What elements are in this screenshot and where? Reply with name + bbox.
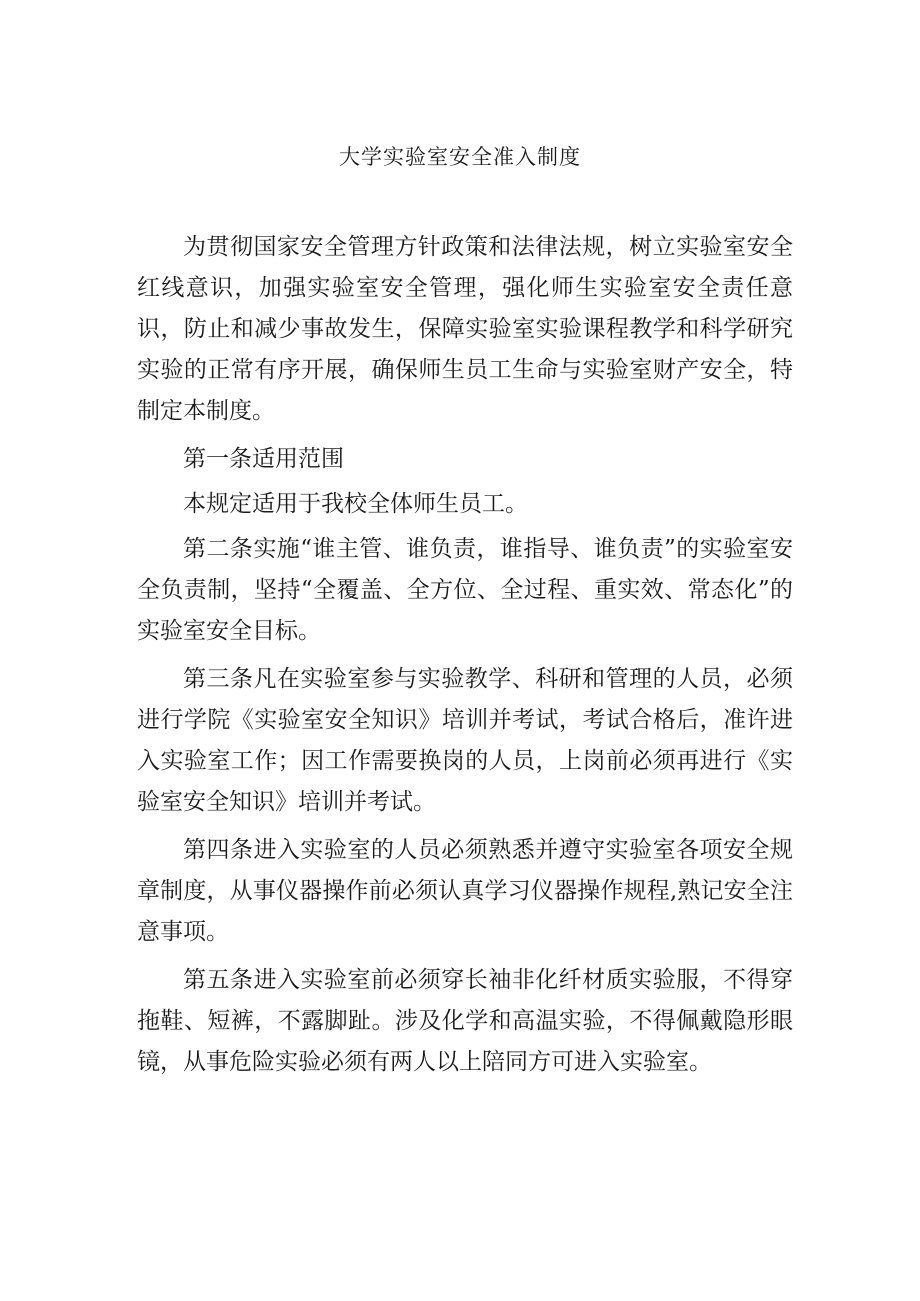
article-3-paragraph: 第三条凡在实验室参与实验教学、科研和管理的人员，必须进行学院《实验室安全知识》培训并考试，考试合格后，准许进入实验室工作；因工作需要换岗的人员，上岗前必须再进行《实验室安全知识》培训并考试。 xyxy=(137,666,793,815)
article-2-paragraph: 第二条实施“谁主管、谁负责，谁指导、谁负责”的实验室安全负责制，坚持“全覆盖、全方位、全过程、重实效、常态化”的实验室安全目标。 xyxy=(137,536,793,644)
article-1-text: 本规定适用于我校全体师生员工。 xyxy=(183,491,528,517)
preamble-paragraph: 为贯彻国家安全管理方针政策和法律法规，树立实验室安全红线意识，加强实验室安全管理，强化师生实验室安全责任意识，防止和减少事故发生，保障实验室实验课程教学和科学研究实验的正常有序开展，确保师生员工生命与实验室财产安全，特制定本制度。 xyxy=(137,234,793,424)
article-5-paragraph: 第五条进入实验室前必须穿长袖非化纤材质实验服，不得穿拖鞋、短裤，不露脚趾。涉及化学和高温实验，不得佩戴隐形眼镜，从事危险实验必须有两人以上陪同方可进入实验室。 xyxy=(137,967,793,1075)
article-4-paragraph: 第四条进入实验室的人员必须熟悉并遵守实验室各项安全规章制度，从事仪器操作前必须认真学习仪器操作规程,熟记安全注意事项。 xyxy=(137,837,793,945)
document-title: 大学实验室安全准入制度 xyxy=(339,145,581,169)
document-body xyxy=(137,227,793,1090)
article-1-heading: 第一条适用范围 xyxy=(183,446,344,472)
